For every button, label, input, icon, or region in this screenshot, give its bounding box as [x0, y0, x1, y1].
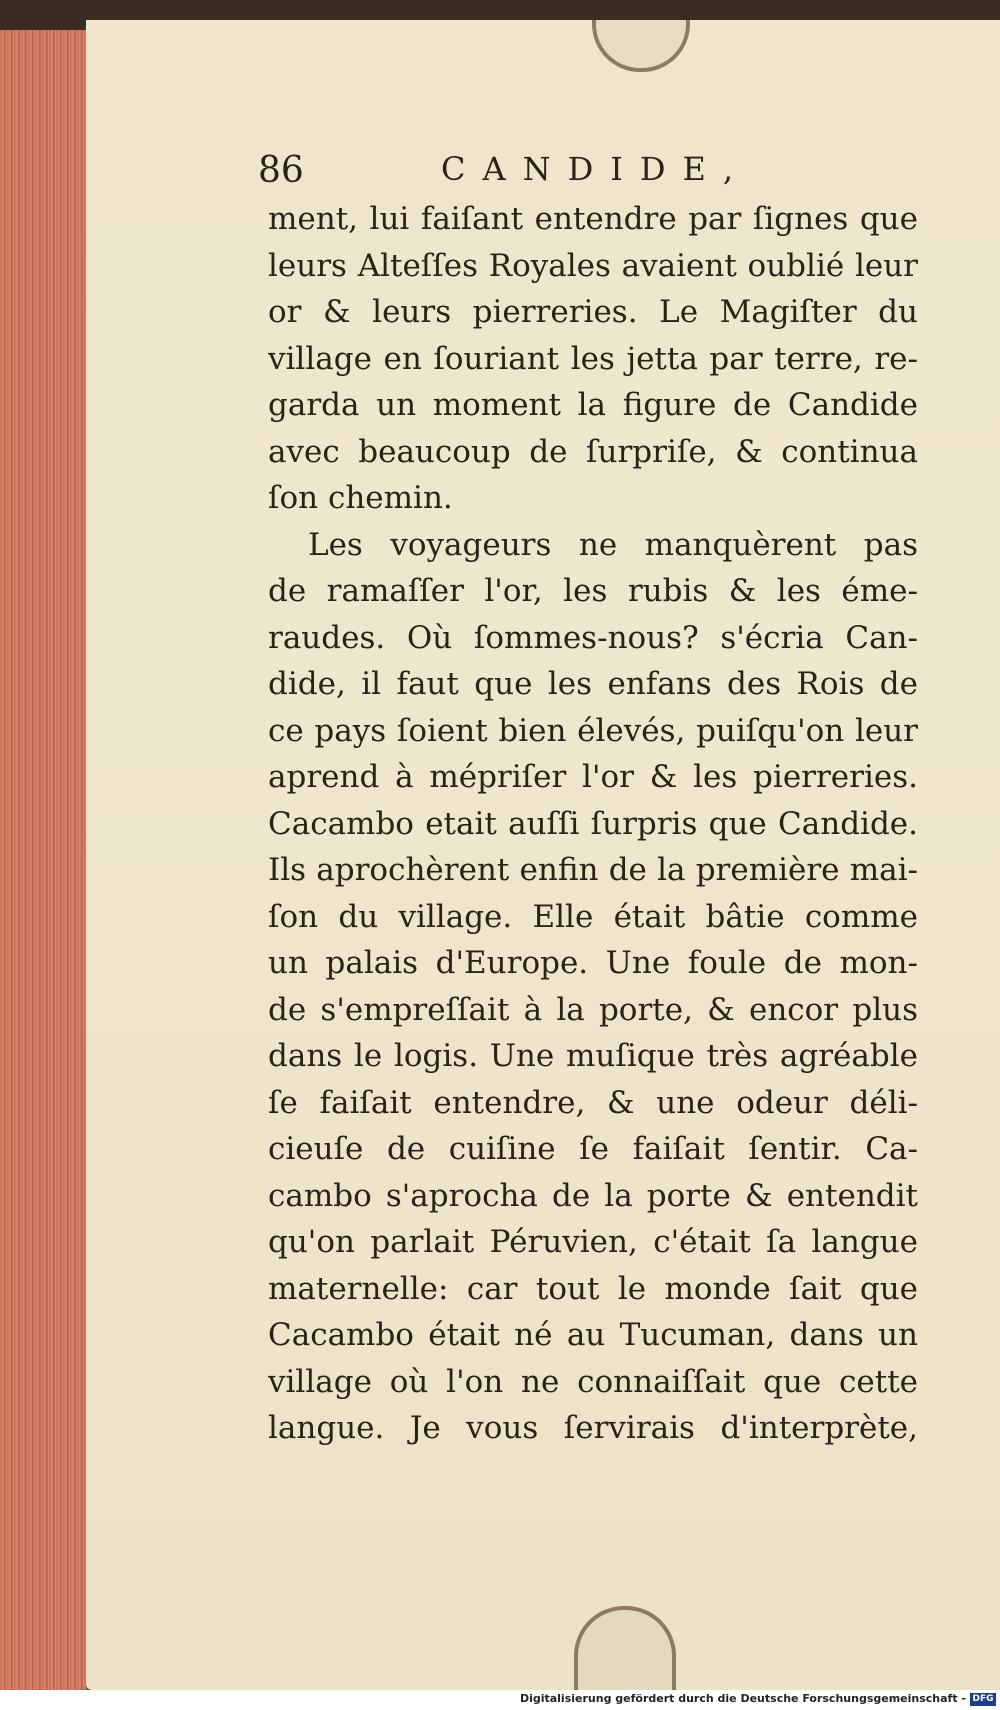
text-line: ce pays ſoient bien élevés, puiſqu'on leur — [268, 712, 918, 749]
text-line: dide, il faut que les enfans des Rois de — [268, 666, 918, 702]
text-line: ſon du village. Elle était bâtie comme — [268, 898, 918, 935]
text-line: Cacambo était né au Tucuman, dans un — [268, 1317, 918, 1353]
text-line: dans le logis. Une muſique très agréable — [268, 1038, 918, 1074]
text-line: village où l'on ne connaiſſait que cette — [268, 1363, 918, 1400]
text-line: village en ſouriant les jetta par terre, re- — [268, 340, 918, 377]
page-number: 86 — [258, 150, 304, 191]
text-line: maternelle: car tout le monde ſait que — [268, 1270, 918, 1307]
clip-ring-top — [592, 20, 690, 72]
body-text — [268, 196, 918, 1452]
dfg-logo: DFG — [970, 1693, 996, 1706]
text-line: de s'empreſſait à la porte, & encor plus — [268, 991, 918, 1028]
text-line: Ils aprochèrent enfin de la première mai- — [268, 852, 918, 888]
text-line: garda un moment la figure de Candide — [268, 387, 918, 423]
text-line: qu'on parlait Péruvien, c'était ſa langue — [268, 1224, 918, 1260]
text-line: ſe faiſait entendre, & une odeur déli- — [268, 1084, 918, 1121]
text-line: ſon chemin. — [268, 480, 453, 516]
text-line: de ramaſſer l'or, les rubis & les éme- — [268, 573, 918, 609]
text-line: leurs Alteſſes Royales avaient oublié leur — [268, 247, 918, 284]
clip-ring-bottom — [574, 1606, 676, 1690]
text-line: raudes. Où ſommes-nous? s'écria Can- — [268, 619, 918, 656]
text-line: or & leurs pierreries. Le Magiſter du — [268, 294, 918, 330]
text-line: ment, lui faiſant entendre par ſignes que — [268, 201, 918, 237]
footer-bar — [0, 1690, 1000, 1710]
text-line: avec beaucoup de ſurpriſe, & continua — [268, 433, 918, 470]
running-head — [258, 150, 758, 190]
text-line: Cacambo etait auſſi ſurpris que Candide. — [268, 805, 918, 842]
text-line: cambo s'aprocha de la porte & entendit — [268, 1177, 918, 1214]
text-line: Les voyageurs ne manquèrent pas — [308, 526, 918, 563]
text-line: cieuſe de cuiſine ſe faiſait ſentir. Ca- — [268, 1131, 918, 1167]
text-line: un palais d'Europe. Une foule de mon- — [268, 945, 918, 981]
running-title: CANDIDE, — [441, 150, 751, 188]
book-page-edges — [0, 30, 88, 1690]
text-line: aprend à mépriſer l'or & les pierreries. — [268, 759, 918, 795]
footer-credit: Digitalisierung gefördert durch die Deutsche Forschungsgemeinschaft - — [519, 1692, 966, 1705]
text-line: langue. Je vous ſervirais d'interprète, — [268, 1410, 918, 1446]
